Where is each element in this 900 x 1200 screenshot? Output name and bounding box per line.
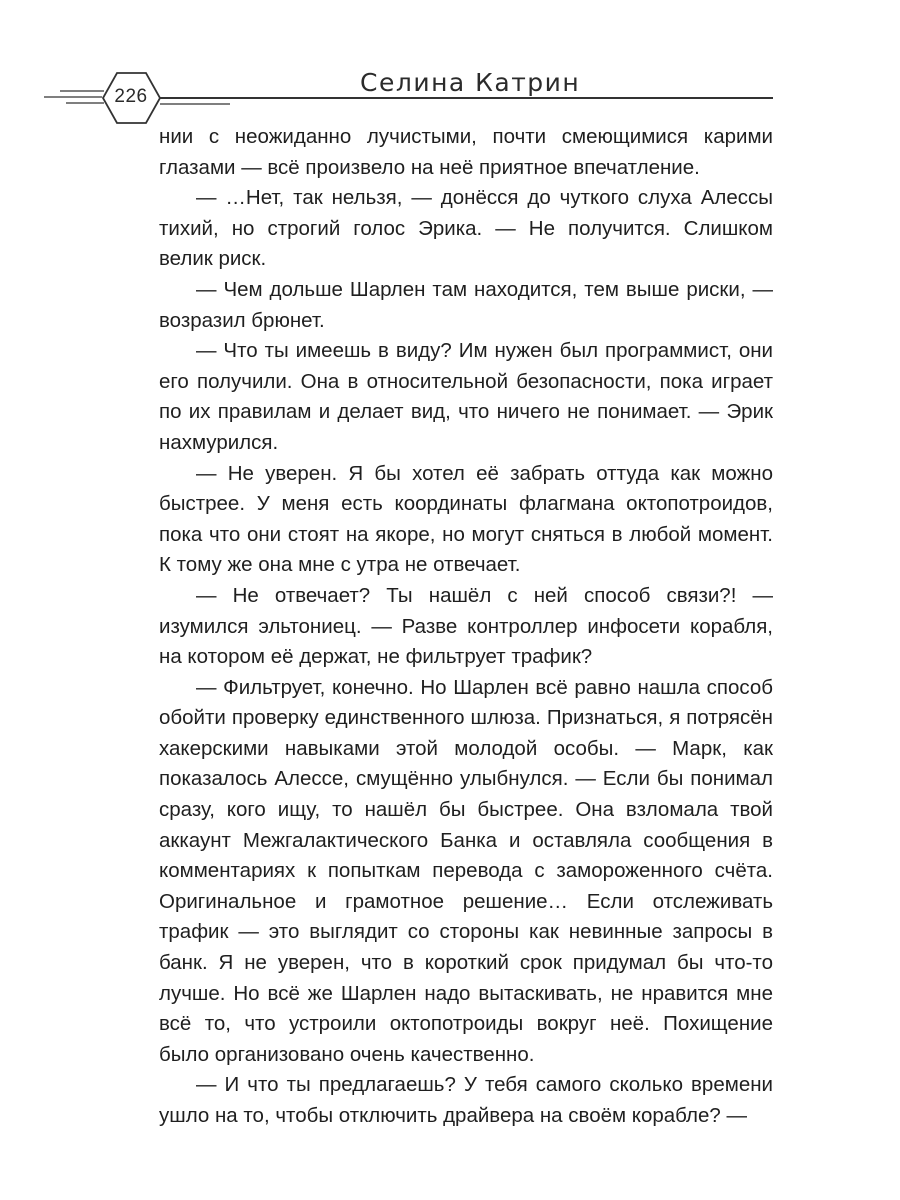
paragraph: — И что ты предлагаешь? У тебя самого сколько времени ушло на то, чтобы отключить драйвера на своём корабле? — <box>159 1073 773 1127</box>
running-title: Селина Катрин <box>360 68 581 97</box>
page-header <box>0 0 900 140</box>
paragraph: — Чем дольше Шарлен там находится, тем выше риски, — возразил брюнет. <box>159 277 773 332</box>
page-number: 226 <box>114 86 148 107</box>
paragraph: — Что ты имеешь в виду? Им нужен был программист, они его получили. Она в относительной безопасности, пока играет по их правилам и делает вид, что ничего не понимает. — Эрик нахмурился. <box>159 339 773 454</box>
paragraph: — Не уверен. Я бы хотел её забрать оттуда как можно быстрее. У меня есть координаты флагмана октопотроидов, пока что они стоят на якоре, но могут сняться в любой момент. К тому же она мне с утра не отвечает. <box>159 461 773 577</box>
paragraph: нии с неожиданно лучистыми, почти смеющимися карими глазами — всё произвело на неё приятное впечатление. <box>159 125 773 179</box>
text-body <box>159 122 773 1132</box>
paragraph: — Фильтрует, конечно. Но Шарлен всё равно нашла способ обойти проверку единственного шлюза. Признаться, я потрясён хакерскими навыками этой молодой особы. — Марк, как показалось Алессе, смущённо улыбнулся. — Если бы понимал сразу, кого ищу, то нашёл бы быстрее. Она взломала твой аккаунт Межгалактического Банка и оставляла сообщения в комментариях к попыткам перевода с замороженного счёта. Оригинальное и грамотное решение… Если отслеживать трафик — это выглядит со стороны как невинные запросы в банк. Я не уверен, что в короткий срок придумал бы что-то лучше. Но всё же Шарлен надо вытаскивать, не нравится мне всё то, что устроили октопотроиды вокруг неё. Похищение было организовано очень качественно. <box>159 675 773 1066</box>
paragraph: — Не отвечает? Ты нашёл с ней способ связи?! — изумился эльтониец. — Разве контроллер инфосети корабля, на котором её держат, не фильтрует трафик? <box>159 583 773 669</box>
paragraph: — …Нет, так нельзя, — донёсся до чуткого слуха Алессы тихий, но строгий голос Эрика. — Не получится. Слишком велик риск. <box>159 186 773 271</box>
